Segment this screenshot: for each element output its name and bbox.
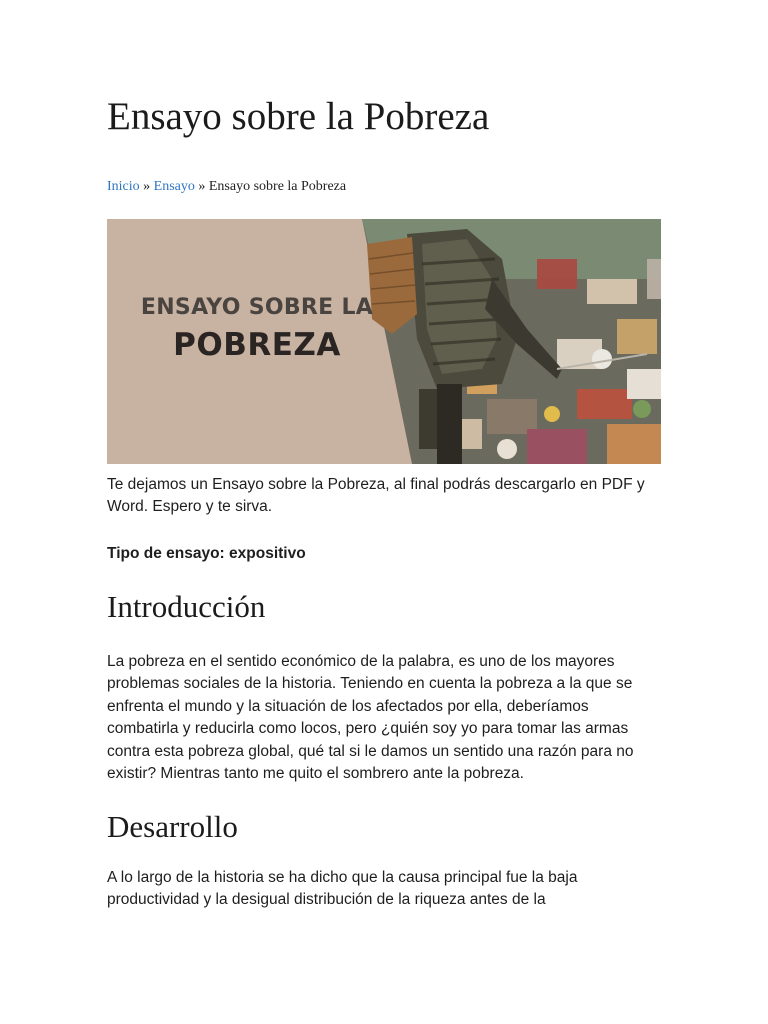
section-body-introduccion: La pobreza en el sentido económico de la palabra, es uno de los mayores problemas sociales de la historia. Teniendo en cuenta la pobreza a la que se enfrenta el mundo y la situación de los afectados por ella, deberíamos combatirla y reducirla como locos, pero ¿quién soy yo para tomar las armas contra esta pobreza global, qué tal si le damos un sentido una razón para no existir? Mientras tanto me quito el sombrero ante la pobreza.	[107, 653, 634, 783]
hero-title-line-2: POBREZA	[173, 327, 341, 363]
page-title: Ensayo sobre la Pobreza	[107, 95, 490, 138]
breadcrumb-home-link[interactable]: Inicio	[107, 179, 140, 194]
essay-type: Tipo de ensayo: expositivo	[107, 545, 306, 562]
section-body-desarrollo: A lo largo de la historia se ha dicho que la causa principal fue la baja productividad y la desigual distribución de la riqueza antes de la	[107, 869, 578, 909]
breadcrumb-separator: »	[143, 179, 151, 194]
hero-title-line-1: ENSAYO SOBRE LA	[140, 295, 374, 320]
breadcrumb-category-link[interactable]: Ensayo	[153, 179, 195, 194]
breadcrumb-separator: »	[198, 179, 206, 194]
hero-image	[107, 219, 661, 464]
section-heading-introduccion: Introducción	[107, 589, 266, 624]
intro-paragraph: Te dejamos un Ensayo sobre la Pobreza, al final podrás descargarlo en PDF y Word. Espero y te sirva.	[107, 476, 645, 516]
breadcrumb-current: Ensayo sobre la Pobreza	[208, 179, 347, 194]
breadcrumb	[107, 178, 346, 196]
section-heading-desarrollo: Desarrollo	[107, 809, 238, 844]
